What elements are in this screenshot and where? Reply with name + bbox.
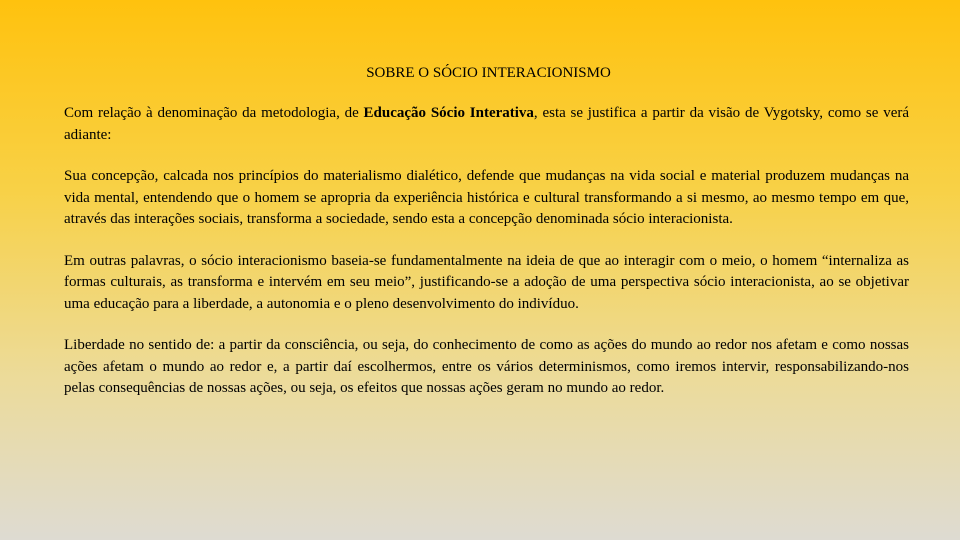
paragraph-1-text-after: , esta se justifica a partir da visão de Vygotsky, como se verá adiante: [64,105,910,143]
paragraph-1-text-before: Com relação à denominação da metodologia, de [64,105,364,121]
paragraph-2: Sua concepção, calcada nos princípios do materialismo dialético, defende que mudanças na vida social e material produzem mudanças na vida mental, entendendo que o homem se apropria da experiência histórica e cultural transformando a si mesmo, ao mesmo tempo em que, através das interações sociais, transforma a sociedade, sendo esta a concepção denominada sócio interacionista. [64,168,909,227]
paragraph-4: Liberdade no sentido de: a partir da consciência, ou seja, do conhecimento de como as ações do mundo ao redor nos afetam e como nossas ações afetam o mundo ao redor e, a partir daí escolhermos, entre os vários determinismos, como iremos intervir, responsabilizando-nos pelas consequências de nossas ações, ou seja, os efeitos que nossas ações geram no mundo ao redor. [64,337,909,396]
paragraph-1-bold-term: Educação Sócio Interativa [363,105,534,121]
paragraph-1 [64,103,909,146]
paragraph-3: Em outras palavras, o sócio interacionismo baseia-se fundamentalmente na ideia de que ao interagir com o meio, o homem “internaliza as formas culturais, as transforma e intervém em seu meio”, justificando-se a adoção de uma perspectiva sócio interacionista, ao se objetivar uma educação para a liberdade, a autonomia e o pleno desenvolvimento do indivíduo. [64,252,909,312]
slide-title: SOBRE O SÓCIO INTERACIONISMO [366,65,611,81]
slide-content [64,63,909,420]
